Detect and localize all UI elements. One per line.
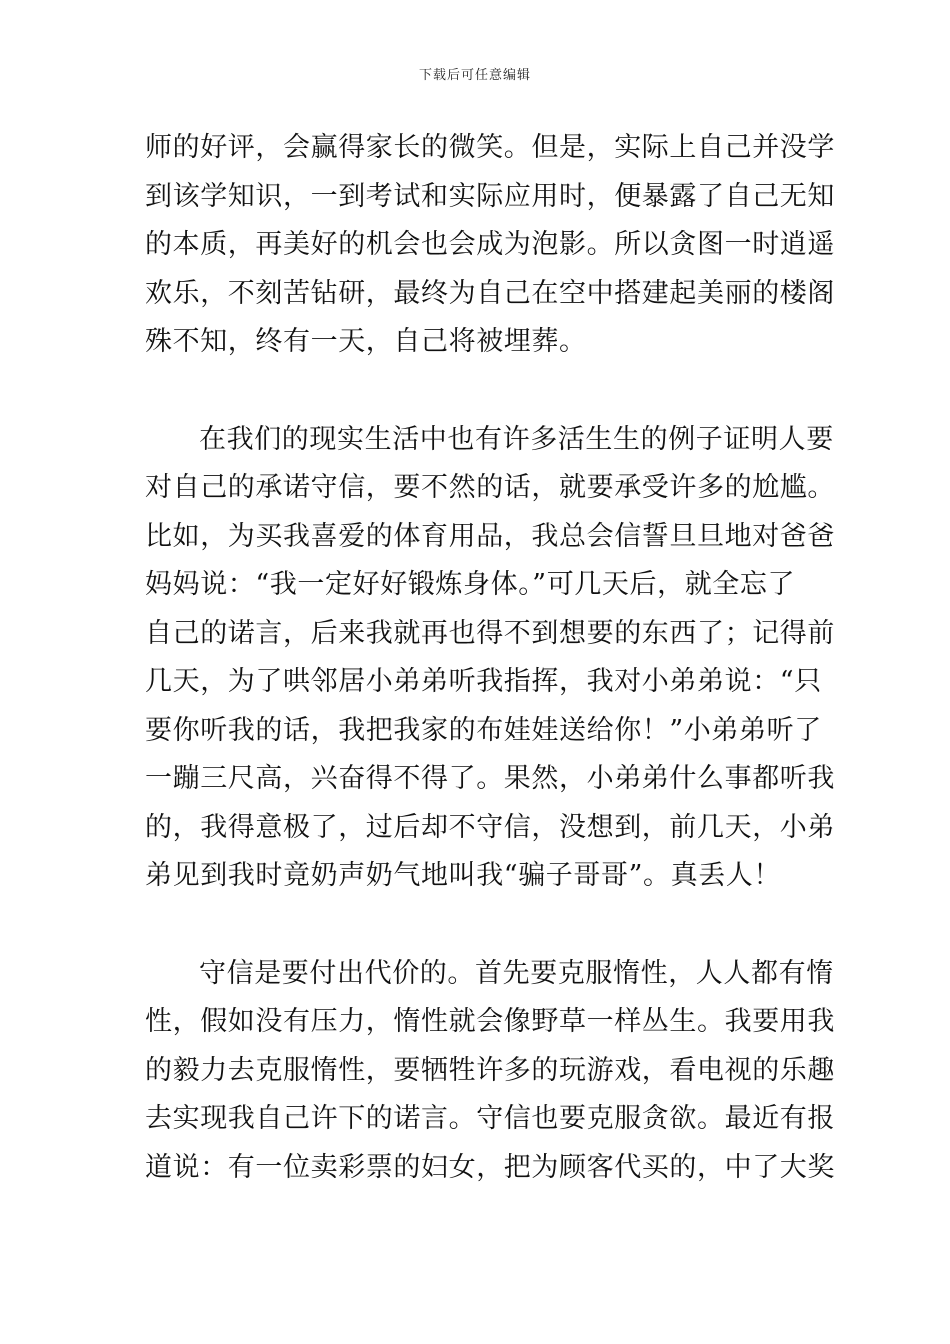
- text-line: 对自己的承诺守信，要不然的话，就要承受许多的尬尴。: [145, 472, 835, 503]
- text-line: 妈妈说：“我一定好好锻炼身体。”可几天后，就全忘了: [145, 569, 796, 600]
- text-line: 性，假如没有压力，惰性就会像野草一样丛生。我要用我: [145, 1006, 835, 1037]
- text-line: 比如，为买我喜爱的体育用品，我总会信誓旦旦地对爸爸: [145, 520, 835, 552]
- paragraph-3: [145, 950, 835, 1193]
- text-line: 欢乐，不刻苦钻研，最终为自己在空中搭建起美丽的楼阁: [145, 277, 835, 309]
- paragraph-1: [145, 124, 835, 367]
- text-line: 殊不知，终有一天，自己将被埋葬。: [145, 326, 587, 357]
- page-header: 下载后可任意编辑: [418, 68, 531, 83]
- text-line: 要你听我的话，我把我家的布娃娃送给你！”小弟弟听了: [145, 714, 822, 746]
- document-body: [145, 124, 835, 1192]
- text-line: 的，我得意极了，过后却不守信，没想到，前几天，小弟: [145, 811, 835, 843]
- text-line: 师的好评，会赢得家长的微笑。但是，实际上自己并没学: [145, 132, 835, 163]
- text-line: 几天，为了哄邻居小弟弟听我指挥，我对小弟弟说：“只: [145, 666, 822, 697]
- text-line: 道说：有一位卖彩票的妇女，把为顾客代买的，中了大奖: [145, 1151, 835, 1183]
- text-line: 的本质，再美好的机会也会成为泡影。所以贪图一时逍遥: [145, 229, 835, 260]
- text-line: 守信是要付出代价的。首先要克服惰性，人人都有惰: [199, 957, 834, 989]
- text-line: 弟见到我时竟奶声奶气地叫我“骗子哥哥”。真丢人！: [145, 860, 782, 891]
- paragraph-spacer: [145, 367, 810, 416]
- paragraph-2: [145, 416, 835, 901]
- paragraph-spacer: [145, 901, 810, 950]
- text-line: 一蹦三尺高，兴奋得不得了。果然，小弟弟什么事都听我: [145, 763, 835, 794]
- text-line: 去实现我自己许下的诺言。守信也要克服贪欲。最近有报: [145, 1103, 835, 1134]
- text-line: 的毅力去克服惰性，要牺牲许多的玩游戏，看电视的乐趣: [145, 1054, 835, 1086]
- text-line: 到该学知识，一到考试和实际应用时，便暴露了自己无知: [145, 180, 835, 212]
- text-line: 在我们的现实生活中也有许多活生生的例子证明人要: [199, 423, 834, 455]
- text-line: 自己的诺言，后来我就再也得不到想要的东西了；记得前: [145, 617, 835, 649]
